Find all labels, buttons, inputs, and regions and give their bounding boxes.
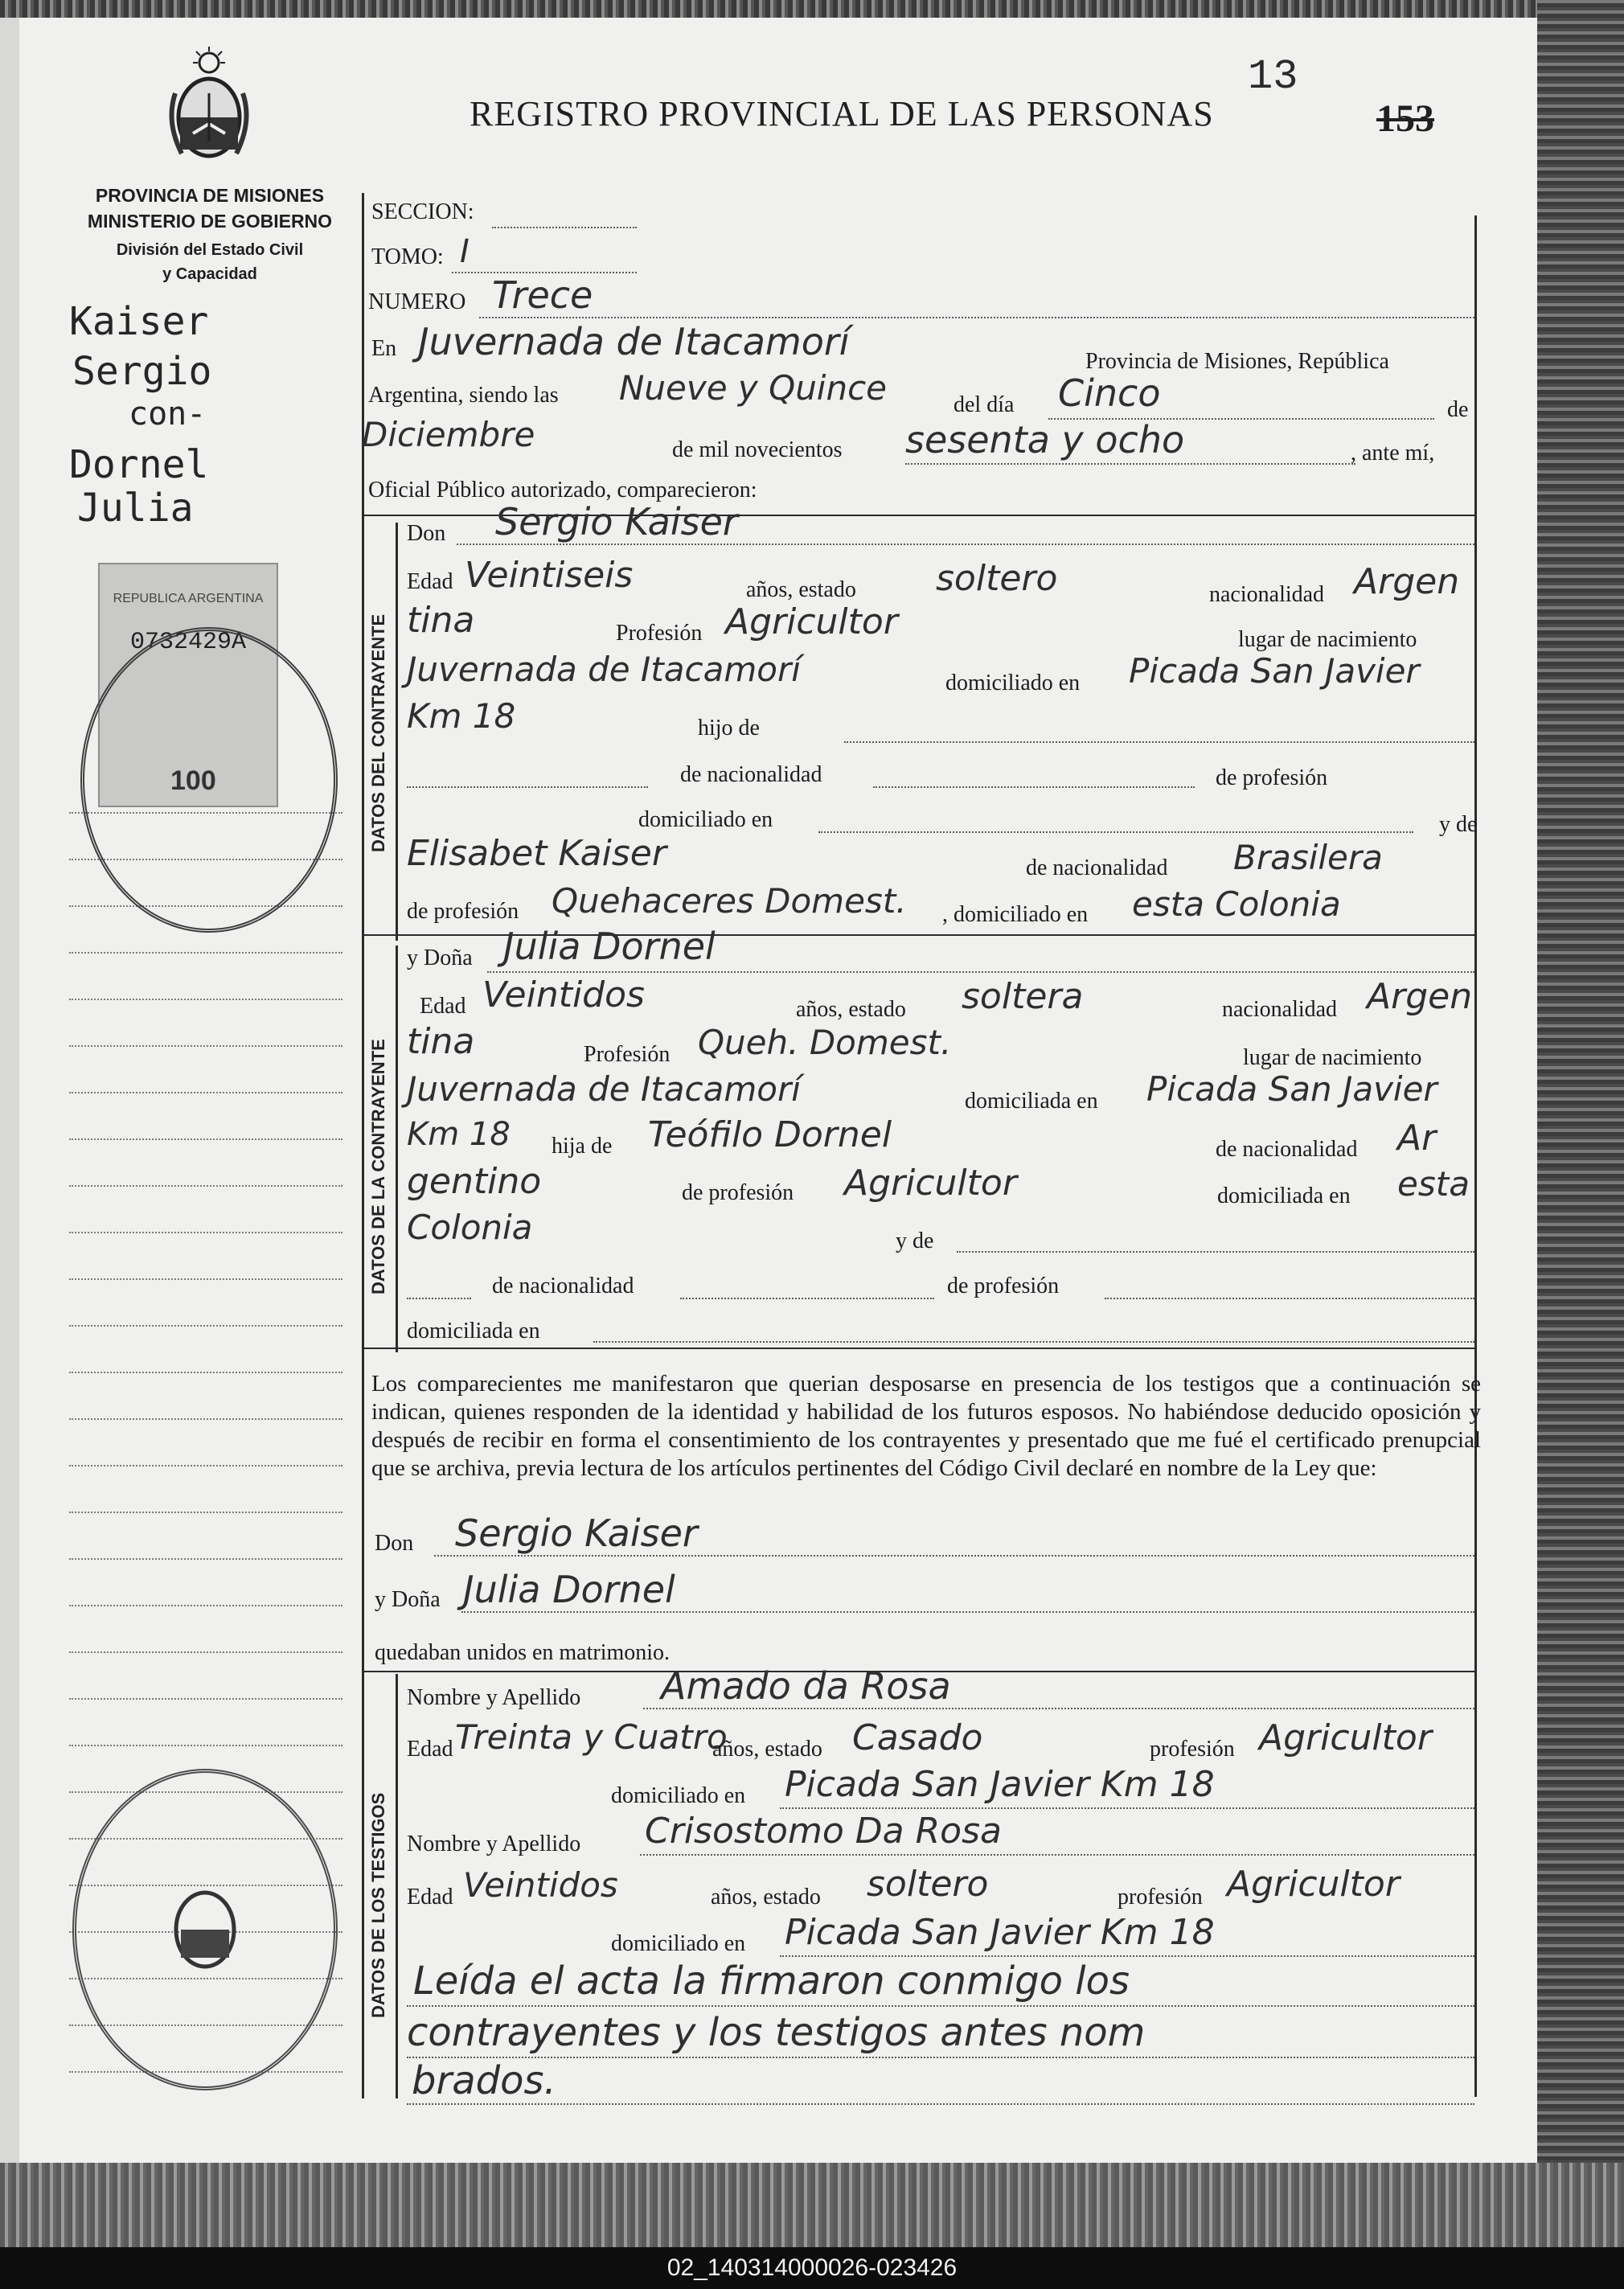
- w2-name-field: [640, 1854, 1474, 1856]
- closing-line-1: Leída el acta la firmaron conmigo los: [413, 1959, 1130, 2004]
- w2-prof-label: profesión: [1118, 1885, 1203, 1910]
- bride-nac-value-a: Argen: [1367, 976, 1473, 1017]
- w2-prof-value: Agricultor: [1227, 1864, 1400, 1905]
- w1-anios-label: años, estado: [712, 1737, 822, 1762]
- closing-line-3: brados.: [412, 2058, 556, 2103]
- w1-prof-label: profesión: [1150, 1737, 1235, 1762]
- bride-lugar-label: lugar de nacimiento: [1243, 1045, 1422, 1070]
- bride-nac-value-b: tina: [407, 1021, 475, 1062]
- bride-dom-label: domiciliada en: [965, 1089, 1098, 1114]
- anio-field: [905, 463, 1355, 465]
- bride-name: Julia Dornel: [503, 925, 716, 968]
- w2-edad-value: Veintidos: [463, 1865, 618, 1905]
- seccion-field: [492, 227, 637, 228]
- en-value: Juvernada de Itacamorí: [418, 320, 850, 363]
- closing-line-2: contrayentes y los testigos antes nom: [407, 2010, 1146, 2055]
- registry-seal-lower: [72, 1769, 338, 2090]
- closing-rule-2: [407, 2057, 1474, 2058]
- del-dia-label: del día: [953, 392, 1015, 417]
- bride-mother-field: [957, 1251, 1474, 1253]
- w2-anios-label: años, estado: [711, 1885, 821, 1910]
- coat-of-arms-icon: [161, 45, 257, 166]
- groom-father-blank: [407, 786, 648, 788]
- margin-ruled-line: [69, 1278, 342, 1280]
- authority-ministry: MINISTERIO DE GOBIERNO: [87, 211, 333, 232]
- margin-ruled-line: [69, 1045, 342, 1047]
- bride-father-nac-label: de nacionalidad: [1216, 1137, 1358, 1162]
- declaration-don-label: Don: [375, 1531, 414, 1556]
- w1-dom-field: [780, 1807, 1474, 1809]
- bride-lugar-value: Juvernada de Itacamorí: [407, 1069, 801, 1109]
- w2-nombre-label: Nombre y Apellido: [407, 1832, 581, 1856]
- argentina-text: Argentina, siendo las: [368, 383, 559, 408]
- bride-mother-blank: [407, 1298, 471, 1299]
- book-binding-top: [0, 0, 1624, 18]
- authority-division: División del Estado Civil: [116, 241, 304, 259]
- w2-dom-value: Picada San Javier Km 18: [785, 1912, 1215, 1953]
- bride-mother-prof-field: [1105, 1298, 1474, 1299]
- margin-ruled-line: [69, 1698, 342, 1700]
- groom-dom-value: Picada San Javier: [1129, 651, 1420, 691]
- tomo-label: TOMO:: [371, 244, 444, 269]
- groom-lugar-label: lugar de nacimiento: [1238, 627, 1417, 652]
- image-caption: 02_140314000026-023426: [0, 2247, 1624, 2289]
- bride-dona-label: y Doña: [407, 946, 473, 970]
- groom-don-label: Don: [407, 521, 446, 546]
- bride-mother-nac-field: [680, 1298, 934, 1299]
- groom-edad-value: Veintiseis: [465, 555, 634, 596]
- bride-dom-value: Picada San Javier: [1146, 1069, 1437, 1109]
- side-label-bride: DATOS DE LA CONTRAYENTE: [368, 1039, 388, 1294]
- bride-prof-value: Queh. Domest.: [698, 1023, 952, 1062]
- bride-father-prof-value: Agricultor: [844, 1163, 1017, 1204]
- margin-ruled-line: [69, 1138, 342, 1140]
- groom-nac-label: nacionalidad: [1209, 582, 1325, 607]
- groom-lugar-value: Juvernada de Itacamorí: [407, 650, 801, 689]
- margin-note-line: Sergio: [72, 349, 212, 394]
- bride-father-dom-value-b: Colonia: [407, 1208, 533, 1247]
- bride-anios-label: años, estado: [796, 997, 906, 1022]
- groom-name: Sergio Kaiser: [495, 500, 738, 544]
- margin-ruled-line: [69, 1418, 342, 1420]
- side-label-witnesses: DATOS DE LOS TESTIGOS: [368, 1792, 388, 2018]
- margin-ruled-line: [69, 1092, 342, 1093]
- bride-block-bottom: [362, 1348, 1474, 1349]
- w1-dom-label: domiciliado en: [611, 1783, 746, 1808]
- witness-block-rule: [396, 1674, 398, 2098]
- bride-father-nac-value-a: Ar: [1397, 1118, 1437, 1159]
- w2-estado-value: soltero: [867, 1864, 989, 1905]
- numero-label: NUMERO: [368, 289, 466, 314]
- groom-mother-prof-value: Quehaceres Domest.: [552, 881, 907, 921]
- form-right-rule: [1474, 215, 1477, 2097]
- bride-estado-value: soltera: [962, 976, 1084, 1017]
- declaration-dona-field: [461, 1611, 1474, 1613]
- dia-value: Cinco: [1058, 371, 1161, 415]
- side-label-groom: DATOS DEL CONTRAYENTE: [368, 613, 388, 852]
- groom-estado-value: soltero: [936, 558, 1058, 599]
- groom-father-dom-field: [818, 831, 1413, 833]
- bride-father-nac-value-b: gentino: [407, 1161, 542, 1202]
- groom-de-prof-label: de profesión: [1216, 765, 1328, 790]
- groom-mother-dom-label: , domiciliado en: [942, 902, 1089, 927]
- margin-note-line: Kaiser: [69, 299, 209, 344]
- bride-father-dom-value-a: esta: [1397, 1164, 1470, 1204]
- bride-father-dom-label: domiciliada en: [1217, 1183, 1351, 1208]
- declaration-don-value: Sergio Kaiser: [455, 1512, 698, 1555]
- w1-dom-value: Picada San Javier Km 18: [785, 1764, 1215, 1805]
- anio-value: sesenta y ocho: [905, 418, 1185, 461]
- bride-name-field: [487, 971, 1474, 973]
- stamp-value: 100: [170, 765, 216, 796]
- authority-capacity: y Capacidad: [162, 265, 257, 283]
- authority-province: PROVINCIA DE MISIONES: [95, 185, 325, 206]
- bride-y-de-label: y de: [896, 1229, 934, 1253]
- w1-name-field: [643, 1708, 1474, 1709]
- bride-father-prof-label: de profesión: [682, 1180, 794, 1205]
- oficial-text: Oficial Público autorizado, comparecieron:: [368, 478, 757, 503]
- bride-domiciliada-label: domiciliada en: [407, 1319, 540, 1343]
- w2-name: Crisostomo Da Rosa: [645, 1811, 1002, 1852]
- w1-nombre-label: Nombre y Apellido: [407, 1685, 581, 1710]
- bride-prof-label: Profesión: [584, 1042, 671, 1067]
- margin-ruled-line: [69, 1325, 342, 1327]
- w2-edad-label: Edad: [407, 1885, 453, 1910]
- closing-rule-3: [407, 2103, 1474, 2105]
- margin-ruled-line: [69, 999, 342, 1000]
- bride-mother-dom-field: [593, 1341, 1474, 1343]
- groom-edad-label: Edad: [407, 569, 453, 594]
- groom-nac-value-a: Argen: [1354, 561, 1460, 602]
- groom-mother-dom-value: esta Colonia: [1132, 884, 1341, 924]
- folio-number: 13: [1248, 53, 1298, 101]
- tomo-value: I: [460, 233, 470, 270]
- form-left-rule: [362, 193, 364, 2098]
- margin-note-line: Julia: [77, 486, 194, 531]
- margin-ruled-line: [69, 1465, 342, 1467]
- bride-nac-label: nacionalidad: [1222, 997, 1338, 1022]
- hora-value: Nueve y Quince: [619, 368, 888, 408]
- seal-emblem-icon: [165, 1885, 245, 1974]
- margin-ruled-line: [69, 1605, 342, 1606]
- seccion-label: SECCION:: [371, 199, 474, 224]
- w1-prof-value: Agricultor: [1259, 1717, 1432, 1758]
- groom-father-field: [844, 741, 1474, 743]
- stamp-label: REPUBLICA ARGENTINA: [113, 592, 264, 605]
- numero-value: Trece: [492, 273, 593, 317]
- bride-de-nac-label: de nacionalidad: [492, 1274, 634, 1298]
- closing-rule-1: [407, 2005, 1474, 2007]
- declaration-paragraph: Los comparecientes me manifestaron que querian desposarse en presencia de los testigos que a continuación se indican, quienes responden de la identidad y habilidad de los futuros esposos. No habiéndose deducido oposición y después de recibir en forma el consentimiento de los contrayentes y presentado que me fué el certificado prenupcial que se archiva, previa lectura de los artículos pertinentes del Código Civil declaré en nombre de la Ley que:: [371, 1371, 1481, 1481]
- mes-value: Diciembre: [362, 415, 535, 454]
- groom-dom-value-2: Km 18: [407, 696, 516, 736]
- w1-edad-label: Edad: [407, 1737, 453, 1762]
- page-edge: [0, 0, 19, 2251]
- bride-hija-label: hija de: [552, 1134, 613, 1159]
- groom-dom-label: domiciliado en: [945, 671, 1081, 695]
- groom-block-rule: [396, 523, 398, 941]
- margin-ruled-line: [69, 1558, 342, 1560]
- groom-mother-nac-value: Brasilera: [1233, 838, 1383, 877]
- bride-dom-value-2: Km 18: [407, 1116, 511, 1153]
- bride-edad-value: Veintidos: [482, 974, 645, 1015]
- mil-label: de mil novecientos: [672, 437, 843, 462]
- groom-anios-label: años, estado: [746, 577, 856, 602]
- margin-ruled-line: [69, 1372, 342, 1373]
- groom-mother-prof-label: de profesión: [407, 899, 519, 924]
- declaration-don-field: [434, 1555, 1474, 1557]
- groom-domiciliado-label: domiciliado en: [638, 807, 773, 832]
- w2-dom-label: domiciliado en: [611, 1931, 746, 1956]
- w1-name: Amado da Rosa: [661, 1664, 951, 1708]
- margin-ruled-line: [69, 1185, 342, 1187]
- groom-prof-value: Agricultor: [725, 601, 898, 642]
- ante-label: , ante mí,: [1351, 441, 1435, 466]
- declaration-quedaban: quedaban unidos en matrimonio.: [375, 1640, 671, 1665]
- provincia-text: Provincia de Misiones, República: [1085, 349, 1389, 374]
- stamp-serial: 0732429A: [129, 629, 247, 656]
- groom-nac-value-b: tina: [407, 600, 475, 641]
- groom-mother-nac-label: de nacionalidad: [1026, 855, 1168, 880]
- struck-folio-number: 153: [1376, 97, 1434, 140]
- groom-father-nac-field: [873, 786, 1195, 788]
- registry-seal-upper: [80, 627, 338, 933]
- groom-name-field: [457, 544, 1474, 545]
- book-binding-right: [1537, 0, 1624, 2171]
- declaration-dona-value: Julia Dornel: [463, 1568, 675, 1611]
- margin-note-line: con-: [129, 396, 207, 433]
- de-label: de: [1447, 397, 1469, 422]
- page-title: REGISTRO PROVINCIAL DE LAS PERSONAS: [470, 94, 1214, 133]
- bride-block-rule: [396, 946, 398, 1352]
- bride-father-name: Teófilo Dornel: [648, 1114, 892, 1155]
- w2-dom-field: [780, 1955, 1474, 1957]
- margin-note-line: Dornel: [69, 442, 209, 487]
- declaration-dona-label: y Doña: [375, 1587, 441, 1612]
- groom-prof-label: Profesión: [616, 621, 703, 646]
- margin-ruled-line: [69, 1651, 342, 1653]
- book-binding-bottom: [0, 2163, 1624, 2251]
- margin-ruled-line: [69, 1512, 342, 1513]
- margin-ruled-line: [69, 1745, 342, 1746]
- groom-y-de-label: y de: [1439, 812, 1478, 837]
- numero-field: [479, 317, 1474, 318]
- groom-mother-name: Elisabet Kaiser: [407, 833, 666, 874]
- groom-hijo-label: hijo de: [698, 716, 760, 740]
- w1-edad-value: Treinta y Cuatro: [455, 1717, 728, 1757]
- margin-ruled-line: [69, 952, 342, 954]
- en-label: En: [371, 336, 397, 361]
- groom-de-nac-label: de nacionalidad: [680, 762, 822, 787]
- bride-edad-label: Edad: [420, 994, 466, 1019]
- bride-de-prof-label: de profesión: [947, 1274, 1060, 1298]
- w1-estado-value: Casado: [852, 1717, 983, 1758]
- margin-ruled-line: [69, 1232, 342, 1233]
